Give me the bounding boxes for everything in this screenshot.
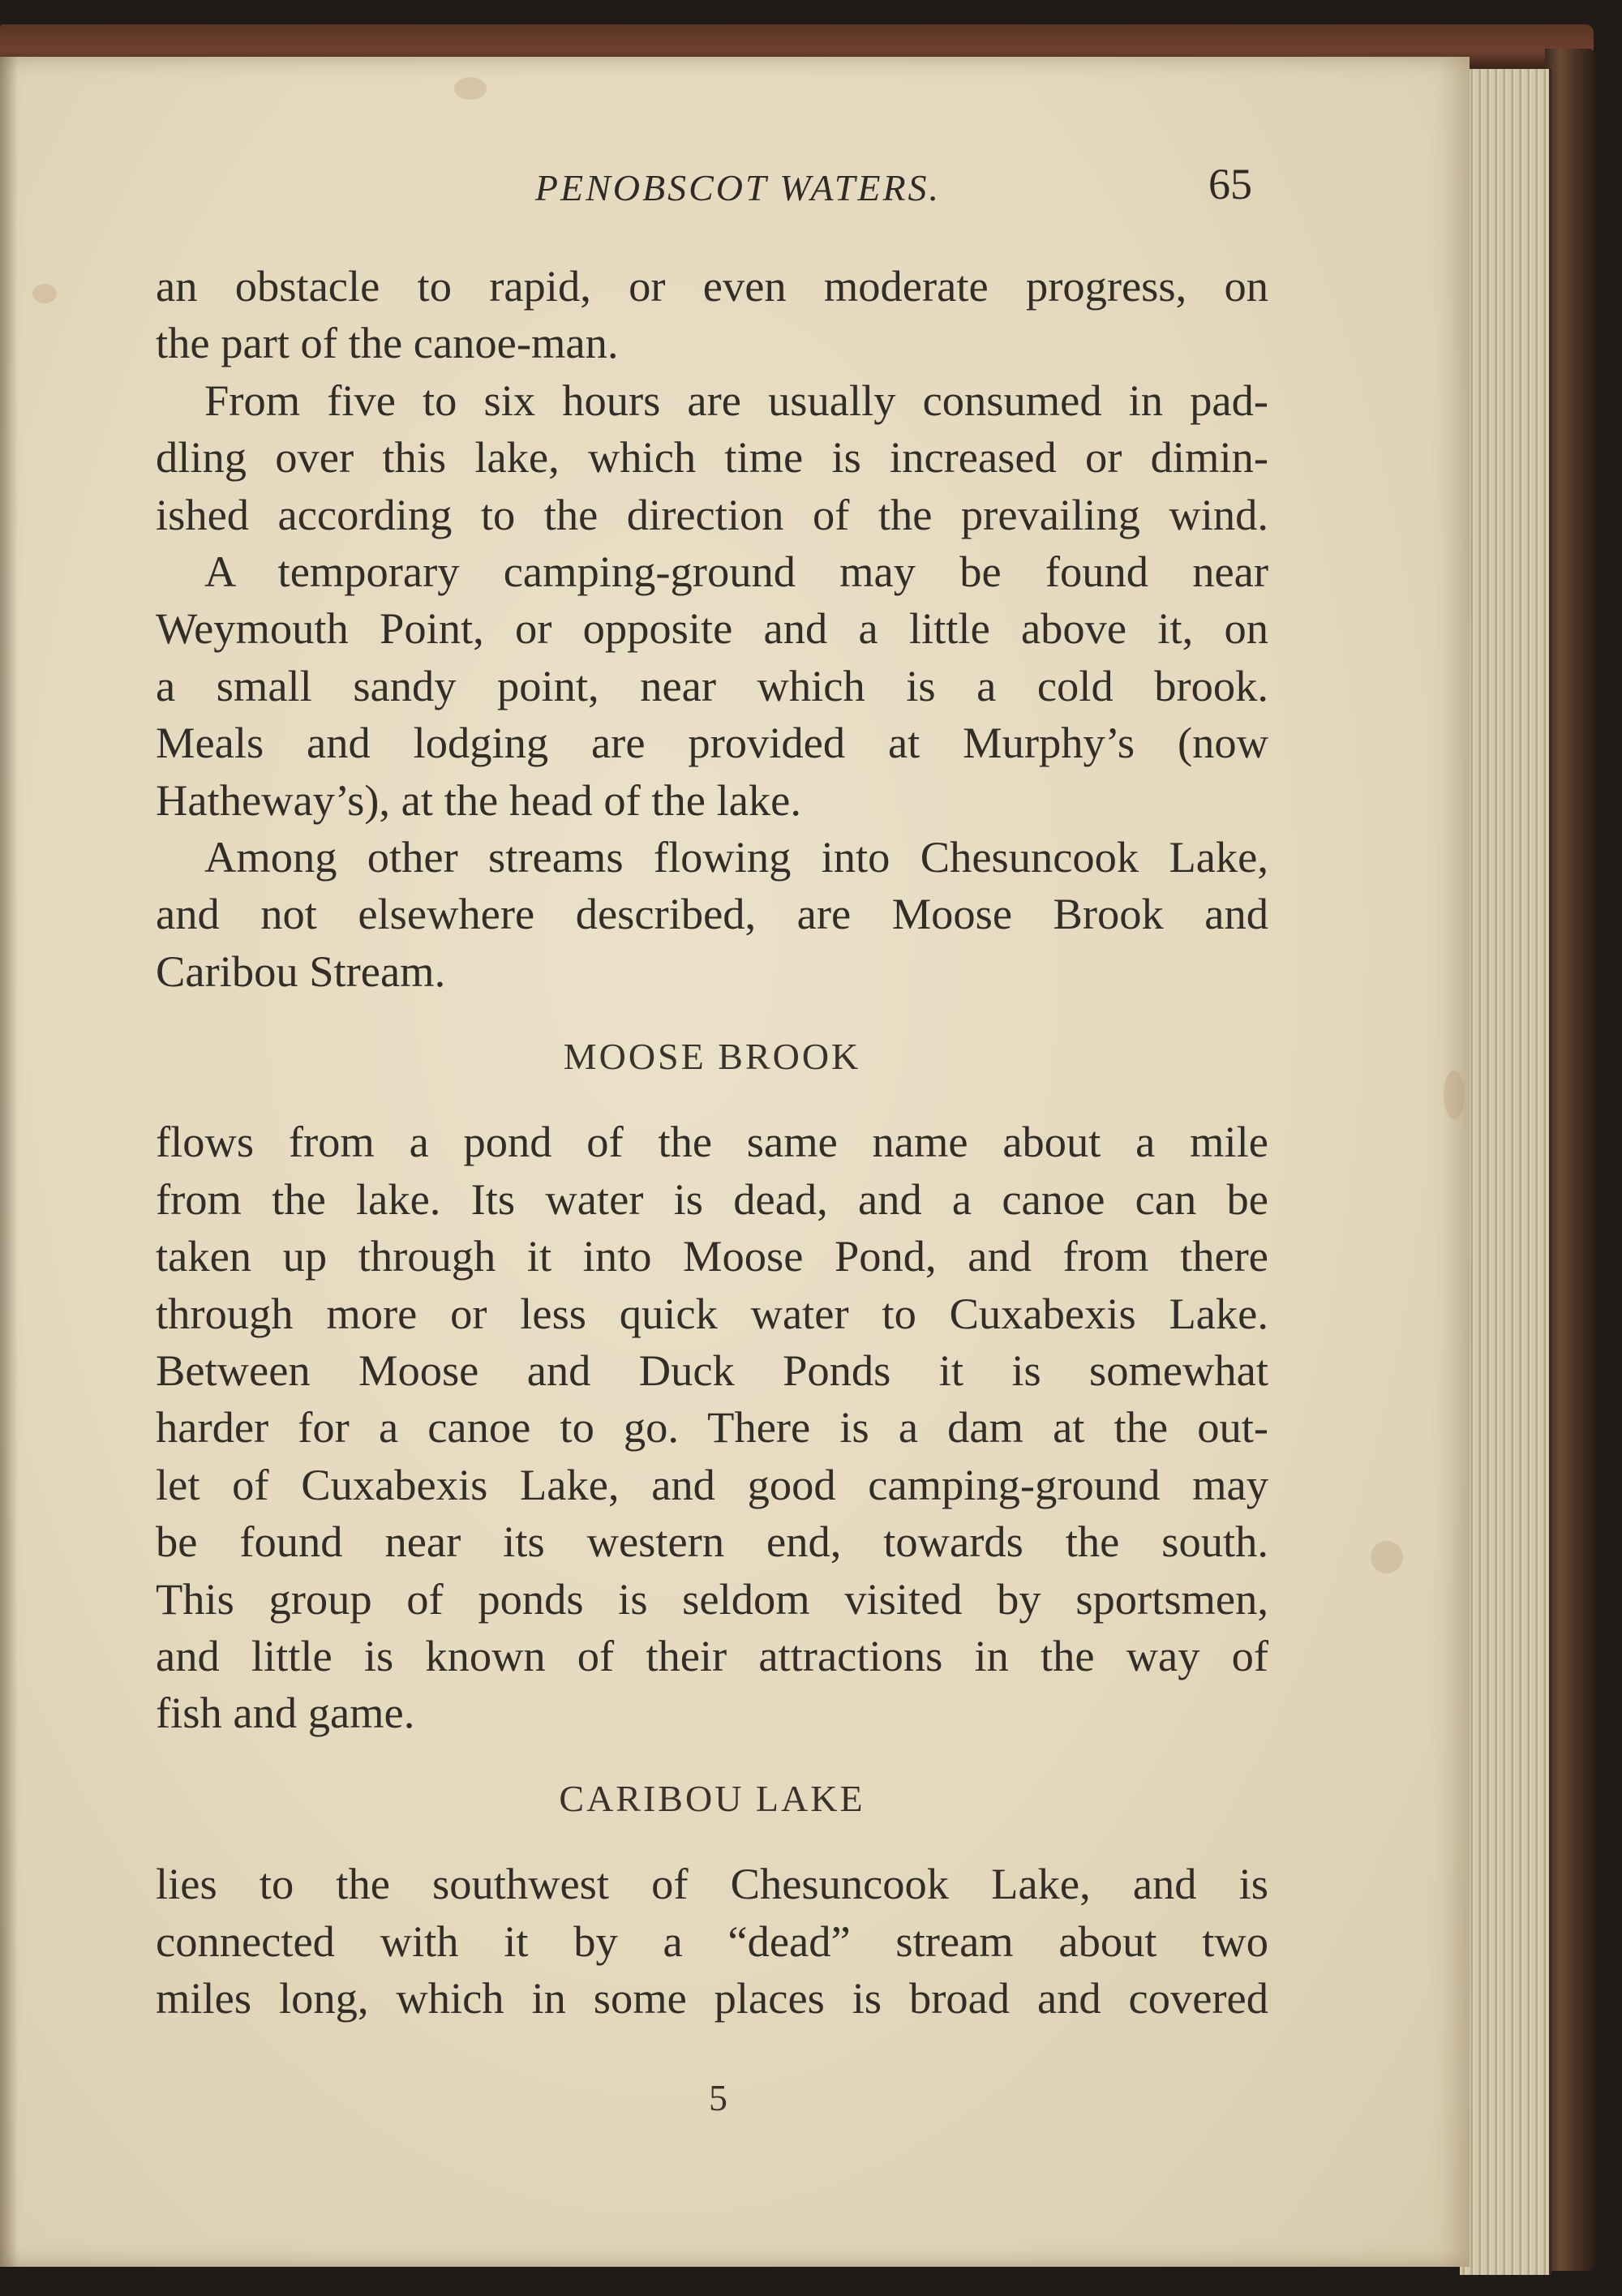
text-line: Among other streams flowing into Chesuncook Lake, bbox=[204, 831, 1268, 882]
text-line: miles long, which in some places is broad and covered bbox=[156, 1972, 1268, 2023]
text-line: Meals and lodging are provided at Murphy’s (now bbox=[156, 718, 1268, 768]
text-line: dling over this lake, which time is increased or dimin- bbox=[156, 432, 1268, 483]
text-line: connected with it by a “dead” stream about two bbox=[156, 1916, 1268, 1966]
text-line: From five to six hours are usually consumed in pad- bbox=[204, 375, 1268, 425]
text-line: through more or less quick water to Cuxabexis Lake. bbox=[156, 1288, 1268, 1338]
signature-mark: 5 bbox=[709, 2077, 727, 2118]
text-line: Between Moose and Duck Ponds it is somewhat bbox=[156, 1345, 1268, 1396]
text-line: an obstacle to rapid, or even moderate progress, on bbox=[156, 261, 1268, 311]
text-line: Hatheway’s), at the head of the lake. bbox=[156, 775, 801, 825]
text-line: taken up through it into Moose Pond, and from there bbox=[156, 1231, 1268, 1281]
foxing-spot bbox=[1444, 1071, 1465, 1119]
text-line: harder for a canoe to go. There is a dam at the out- bbox=[156, 1402, 1268, 1453]
page-number: 65 bbox=[1208, 160, 1252, 208]
text-line: and little is known of their attractions in the way of bbox=[156, 1630, 1268, 1680]
text-line: lies to the southwest of Chesuncook Lake, and is bbox=[156, 1859, 1268, 1909]
text-line: let of Cuxabexis Lake, and good camping-ground may bbox=[156, 1459, 1268, 1509]
text-line: flows from a pond of the same name about a mile bbox=[156, 1117, 1268, 1167]
foxing-spot bbox=[32, 284, 57, 303]
text-line: a small sandy point, near which is a cold brook. bbox=[156, 660, 1268, 710]
text-line: the part of the canoe-man. bbox=[156, 318, 619, 368]
text-line: This group of ponds is seldom visited by sportsmen, bbox=[156, 1573, 1268, 1624]
text-line: fish and game. bbox=[156, 1688, 415, 1738]
text-line: Caribou Stream. bbox=[156, 946, 446, 996]
text-line: from the lake. Its water is dead, and a canoe can be bbox=[156, 1174, 1268, 1224]
gutter-shadow bbox=[0, 57, 18, 2267]
foxing-spot bbox=[1371, 1541, 1403, 1573]
foxing-spot bbox=[454, 77, 487, 100]
text-line: A temporary camping-ground may be found near bbox=[204, 546, 1268, 596]
section-heading-moose-brook: MOOSE BROOK bbox=[563, 1036, 861, 1078]
body-text bbox=[156, 258, 1268, 2027]
page-fore-edge bbox=[1460, 69, 1551, 2275]
running-head: PENOBSCOT WATERS. bbox=[534, 167, 942, 208]
text-line: be found near its western end, towards the south. bbox=[156, 1517, 1268, 1567]
text-line: ished according to the direction of the prevailing wind. bbox=[156, 489, 1268, 539]
text-line: and not elsewhere described, are Moose Brook and bbox=[156, 889, 1268, 939]
text-line: Weymouth Point, or opposite and a little above it, on bbox=[156, 603, 1268, 654]
book-cover-right-edge bbox=[1545, 49, 1595, 2271]
section-heading-caribou-lake: CARIBOU LAKE bbox=[559, 1777, 865, 1819]
